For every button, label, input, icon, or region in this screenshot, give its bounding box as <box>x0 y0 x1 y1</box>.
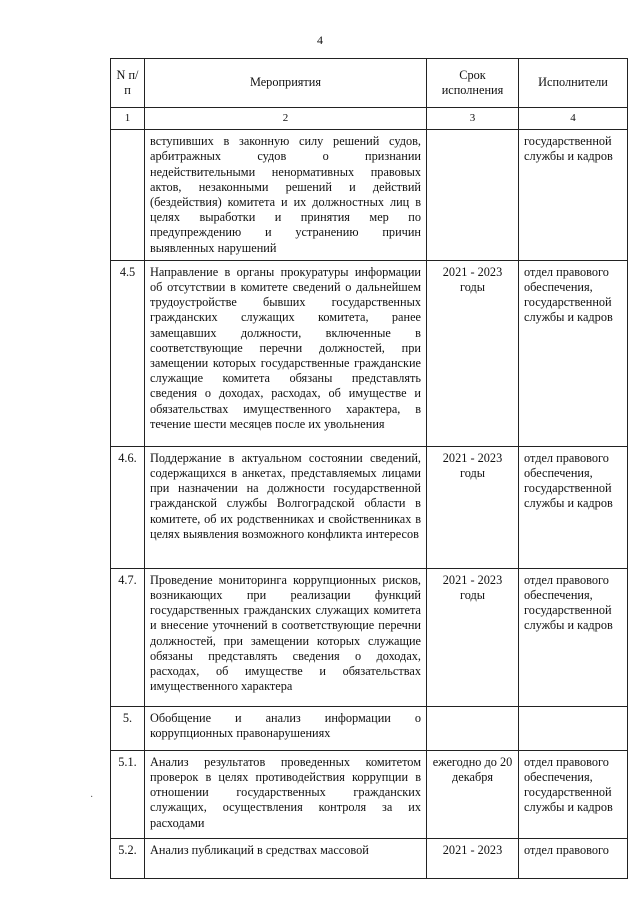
header-executors: Исполнители <box>519 59 628 108</box>
row-measure: Направление в органы прокуратуры информации об отсутствии в комитете сведений о дальнейшем трудоустройстве бывших государственных гражданских служащих комитета, ранее замещавших должности, включенные в соответствующие перечни должностей, при замещении которых государственные гражданские служащие комитета обязаны представлять сведения о доходах, расходах, об имуществе и обязательствах имущественного характера, в течение шести месяцев после их увольнения <box>145 260 427 446</box>
row-executors: отдел правового обеспечения, государственной службы и кадров <box>519 446 628 568</box>
row-measure: Анализ результатов проведенных комитетом проверок в целях противодействия коррупции в отношении государственных гражданских служащих, осуществления контроля за их расходами <box>145 750 427 838</box>
row-executors: государственной службы и кадров <box>519 130 628 261</box>
row-number: 5.2. <box>111 838 145 878</box>
table-row <box>111 750 628 838</box>
header-term: Срок исполнения <box>427 59 519 108</box>
column-numbers-row <box>111 108 628 130</box>
row-number <box>111 130 145 261</box>
row-measure: Проведение мониторинга коррупционных рисков, возникающих при реализации функций государственных гражданских служащих комитета и внесение уточнений в соответствующие перечни должностей, при замещении которых служащие обязаны представлять сведения о доходах, расходах, об имуществе и обязательствах имущественного характера <box>145 568 427 706</box>
scan-speck: · <box>90 792 94 803</box>
row-term <box>427 706 519 750</box>
row-measure: Поддержание в актуальном состоянии сведений, содержащихся в анкетах, представляемых лицами при назначении на должности государственной гражданской службы Волгоградской области в комитете, об их родственниках и свойственниках в целях выявления возможного конфликта интересов <box>145 446 427 568</box>
table-row <box>111 446 628 568</box>
row-number: 4.7. <box>111 568 145 706</box>
row-measure: Анализ публикаций в средствах массовой <box>145 838 427 878</box>
row-executors: отдел правового обеспечения, государственной службы и кадров <box>519 568 628 706</box>
row-term: 2021 - 2023 годы <box>427 260 519 446</box>
column-number: 4 <box>519 108 628 130</box>
column-number: 3 <box>427 108 519 130</box>
row-number: 4.5 <box>111 260 145 446</box>
row-term <box>427 130 519 261</box>
column-number: 2 <box>145 108 427 130</box>
row-term: 2021 - 2023 годы <box>427 446 519 568</box>
row-measure: Обобщение и анализ информации о коррупционных правонарушениях <box>145 706 427 750</box>
row-executors <box>519 706 628 750</box>
row-measure: вступивших в законную силу решений судов, арбитражных судов о признании недействительными ненормативных правовых актов, незаконными решений и действий (бездействия) комитета и их должностных лиц в целях выработки и принятия мер по предупреждению и устранению причин выявленных нарушений <box>145 130 427 261</box>
table-row <box>111 130 628 261</box>
row-term: 2021 - 2023 годы <box>427 568 519 706</box>
row-number: 5. <box>111 706 145 750</box>
table-row <box>111 706 628 750</box>
page-number: 4 <box>317 33 323 47</box>
measures-table <box>110 58 628 879</box>
row-term: ежегодно до 20 декабря <box>427 750 519 838</box>
column-number: 1 <box>111 108 145 130</box>
row-executors: отдел правового обеспечения, государственной службы и кадров <box>519 750 628 838</box>
header-measures: Мероприятия <box>145 59 427 108</box>
table-row <box>111 260 628 446</box>
row-term: 2021 - 2023 <box>427 838 519 878</box>
table-row <box>111 838 628 878</box>
row-executors: отдел правового <box>519 838 628 878</box>
table-row <box>111 568 628 706</box>
row-number: 4.6. <box>111 446 145 568</box>
row-number: 5.1. <box>111 750 145 838</box>
row-executors: отдел правового обеспечения, государственной службы и кадров <box>519 260 628 446</box>
header-num: N п/п <box>111 59 145 108</box>
table-header-row <box>111 59 628 108</box>
